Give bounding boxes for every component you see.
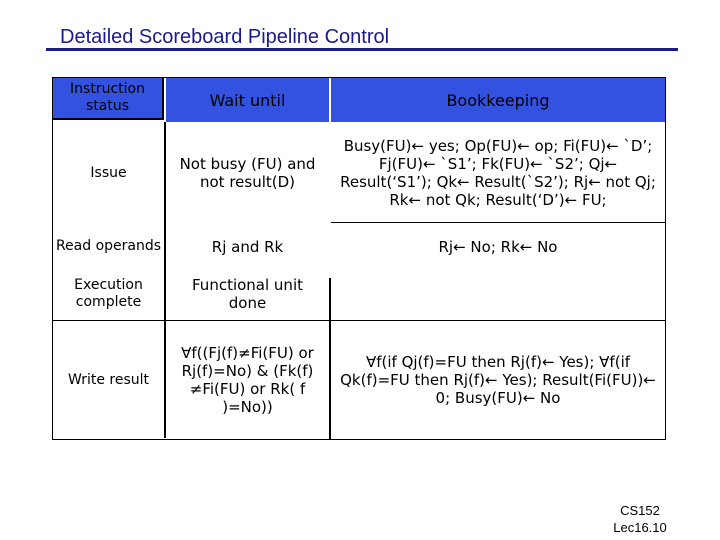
course-label: CS152 [620, 503, 660, 518]
row-read-operands-wait: Rj and Rk [211, 237, 284, 256]
row-execution-complete-bookkeeping [331, 273, 665, 315]
title-underline [46, 48, 678, 51]
row-issue-bookkeeping: Busy(FU)← yes; Op(FU)← op; Fi(FU)← `D’; Fj(FU)← `S1’; Fk(FU)← `S2’; Qj← Result(‘S1’); Qk← Result(`S2’); Rj← not Qj; Rk← not Qk; Result(‘D’)← FU; [340, 137, 656, 209]
row-divider [53, 320, 665, 321]
header-wait-until: Wait until [166, 78, 329, 122]
row-execution-complete-status: Execution complete [74, 277, 143, 310]
row-execution-complete-wait: Functional unit done [192, 276, 303, 312]
header-bookkeeping: Bookkeeping [331, 78, 665, 122]
row-issue-wait: Not busy (FU) and not result(D) [179, 155, 316, 191]
page-title: Detailed Scoreboard Pipeline Control [60, 26, 390, 48]
row-write-result-status: Write result [67, 371, 150, 388]
slide-footer [600, 502, 680, 536]
row-read-operands-status: Read operands [55, 238, 162, 254]
header-instruction-status: Instruction status [53, 78, 164, 120]
lecture-label: Lec16.10 [613, 520, 667, 535]
row-write-result-bookkeeping: ∀f(if Qj(f)=FU then Rj(f)← Yes); ∀f(if Qk(f)=FU then Rj(f)← Yes); Result(Fi(FU))← 0; Busy(FU)← No [340, 353, 656, 407]
scoreboard-table [52, 77, 666, 440]
row-issue-status: Issue [90, 164, 127, 181]
row-read-operands-bookkeeping: Rj← No; Rk← No [438, 237, 558, 256]
row-write-result-wait: ∀f((Fj(f)≠Fi(FU) or Rj(f)=No) & (Fk(f) ≠Fi(FU) or Rk( f )=No)) [181, 344, 314, 416]
